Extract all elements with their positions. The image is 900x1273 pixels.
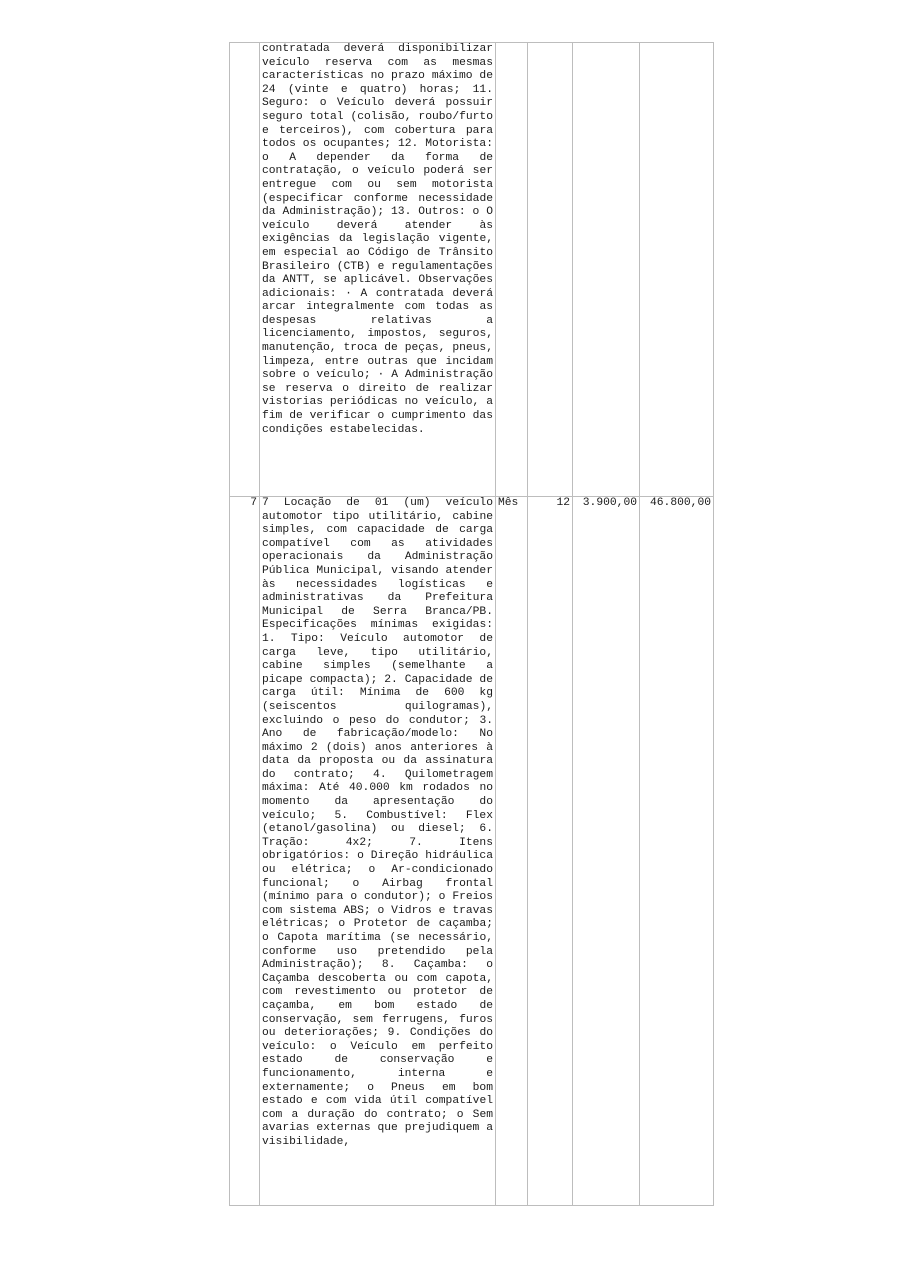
quantity-cell: 12 bbox=[528, 497, 573, 1206]
items-table bbox=[229, 42, 714, 1206]
item-number-cell bbox=[230, 43, 260, 497]
table-row bbox=[230, 497, 714, 1206]
unit-cell: Mês bbox=[496, 497, 528, 1206]
quantity-cell bbox=[528, 43, 573, 497]
unit-value-cell bbox=[573, 43, 640, 497]
item-number-cell: 7 bbox=[230, 497, 260, 1206]
unit-cell bbox=[496, 43, 528, 497]
total-value-cell: 46.800,00 bbox=[640, 497, 714, 1206]
description-cell: 7 Locação de 01 (um) veículo automotor tipo utilitário, cabine simples, com capacidade de carga compatível com as atividades operacionais da Administração Pública Municipal, visando atender às necessidades logísticas e administrativas da Prefeitura Municipal de Serra Branca/PB. Especificações mínimas exigidas: 1. Tipo: Veículo automotor de carga leve, tipo utilitário, cabine simples (semelhante a picape compacta); 2. Capacidade de carga útil: Mínima de 600 kg (seiscentos quilogramas), excluindo o peso do condutor; 3. Ano de fabricação/modelo: No máximo 2 (dois) anos anteriores à data da proposta ou da assinatura do contrato; 4. Quilometragem máxima: Até 40.000 km rodados no momento da apresentação do veículo; 5. Combustível: Flex (etanol/gasolina) ou diesel; 6. Tração: 4x2; 7. Itens obrigatórios: o Direção hidráulica ou elétrica; o Ar-condicionado funcional; o Airbag frontal (mínimo para o condutor); o Freios com sistema ABS; o Vidros e travas elétricas; o Protetor de caçamba; o Capota marítima (se necessário, conforme uso pretendido pela Administração); 8. Caçamba: o Caçamba descoberta ou com capota, com revestimento ou protetor de caçamba, em bom estado de conservação, sem ferrugens, furos ou deteriorações; 9. Condições do veículo: o Veículo em perfeito estado de conservação e funcionamento, interna e externamente; o Pneus em bom estado e com vida útil compatível com a duração do contrato; o Sem avarias externas que prejudiquem a visibilidade, bbox=[260, 497, 496, 1206]
document-page bbox=[229, 42, 713, 1212]
description-cell: contratada deverá disponibilizar veículo reserva com as mesmas características no prazo máximo de 24 (vinte e quatro) horas; 11. Seguro: o Veículo deverá possuir seguro total (colisão, roubo/furto e terceiros), com cobertura para todos os ocupantes; 12. Motorista: o A depender da forma de contratação, o veículo poderá ser entregue com ou sem motorista (especificar conforme necessidade da Administração); 13. Outros: o O veículo deverá atender às exigências da legislação vigente, em especial ao Código de Trânsito Brasileiro (CTB) e regulamentações da ANTT, se aplicável. Observações adicionais: · A contratada deverá arcar integralmente com todas as despesas relativas a licenciamento, impostos, seguros, manutenção, troca de peças, pneus, limpeza, entre outras que incidam sobre o veículo; · A Administração se reserva o direito de realizar vistorias periódicas no veículo, a fim de verificar o cumprimento das condições estabelecidas. bbox=[260, 43, 496, 497]
unit-value-cell: 3.900,00 bbox=[573, 497, 640, 1206]
table-row bbox=[230, 43, 714, 497]
total-value-cell bbox=[640, 43, 714, 497]
